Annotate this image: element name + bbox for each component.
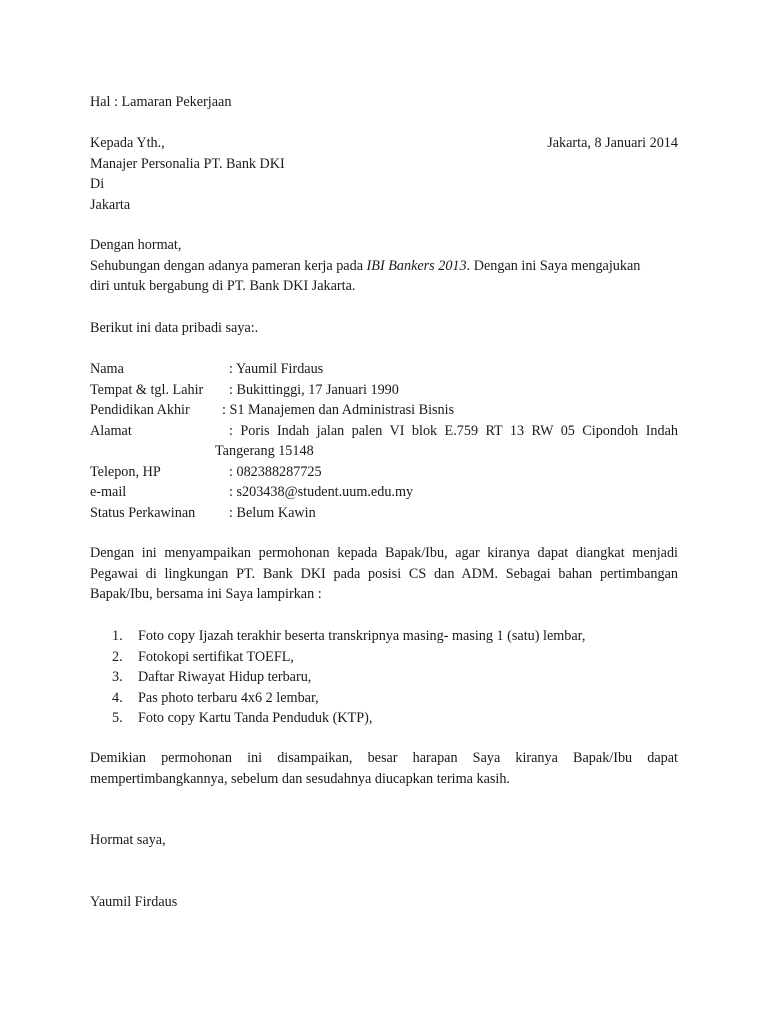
list-item [90, 708, 678, 729]
request-paragraph [90, 543, 678, 605]
field-row [90, 462, 678, 483]
request-line-1: Dengan ini menyampaikan permohonan kepada Bapak/Ibu, agar kiranya dapat diangkat menjadi [90, 545, 678, 561]
field-value: : S1 Manajemen dan Administrasi Bisnis [222, 402, 455, 418]
field-label: Pendidikan Akhir [90, 402, 190, 418]
list-number: 3. [112, 669, 123, 685]
request-line-2: Pegawai di lingkungan PT. Bank DKI pada posisi CS dan ADM. Sebagai bahan pertimbangan [90, 565, 678, 582]
signoff: Hormat saya, [90, 832, 166, 848]
signature-block [90, 892, 678, 913]
letter-date: Jakarta, 8 Januari 2014 [547, 135, 678, 151]
field-row [90, 421, 678, 442]
list-item [90, 667, 678, 688]
intro-pre: Sehubungan dengan adanya pameran kerja pada [90, 257, 367, 274]
field-label: Nama [90, 361, 124, 377]
field-value: : Poris Indah jalan palen VI blok E.759 RT 13 RW 05 Cipondoh Indah [229, 422, 678, 439]
closing-line-1: Demikian permohonan ini disampaikan, besar harapan Saya kiranya Bapak/Ibu dapat [90, 750, 678, 766]
intro-post: . Dengan ini Saya mengajukan [466, 257, 641, 274]
field-label: Telepon, HP [90, 463, 161, 480]
attachments-list [90, 626, 678, 729]
recipient-city: Jakarta [90, 196, 131, 213]
subject-line: Hal : Lamaran Pekerjaan [90, 94, 232, 110]
intro-block [90, 235, 678, 297]
recipient-name: Manajer Personalia PT. Bank DKI [90, 155, 285, 172]
salutation: Dengan hormat, [90, 237, 182, 253]
list-text: Pas photo terbaru 4x6 2 lembar, [138, 689, 319, 706]
field-value: : Belum Kawin [229, 504, 316, 521]
field-row [90, 503, 678, 524]
list-number: 5. [112, 710, 123, 726]
field-row [90, 482, 678, 503]
closing-line-2: mempertimbangkannya, sebelum dan sesudahnya diucapkan terima kasih. [90, 770, 510, 787]
list-number: 2. [112, 648, 123, 665]
list-item [90, 647, 678, 668]
field-label: Alamat [90, 422, 132, 439]
field-label: Tempat & tgl. Lahir [90, 381, 204, 398]
intro-line-1 [90, 256, 678, 277]
field-row [90, 380, 678, 401]
recipient-greeting: Kepada Yth., [90, 135, 165, 151]
field-row [90, 359, 678, 380]
personal-data-table [90, 359, 678, 523]
list-text: Fotokopi sertifikat TOEFL, [138, 648, 294, 665]
field-value-continuation: Tangerang 15148 [215, 443, 314, 459]
field-row-continuation [90, 441, 678, 462]
request-line-3: Bapak/Ibu, bersama ini Saya lampirkan : [90, 586, 322, 602]
list-text: Foto copy Kartu Tanda Penduduk (KTP), [138, 710, 373, 726]
field-value: : Yaumil Firdaus [229, 361, 324, 377]
field-value: : Bukittinggi, 17 Januari 1990 [229, 381, 399, 398]
signoff-block [90, 830, 678, 851]
data-intro: Berikut ini data pribadi saya:. [90, 320, 259, 336]
recipient-at: Di [90, 176, 105, 192]
field-label: e-mail [90, 484, 127, 500]
field-value: : 082388287725 [229, 463, 322, 480]
data-intro-block [90, 318, 678, 339]
list-text: Foto copy Ijazah terakhir beserta transkripnya masing- masing 1 (satu) lembar, [138, 628, 586, 644]
list-number: 4. [112, 689, 123, 706]
intro-event: IBI Bankers 2013 [366, 257, 467, 274]
intro-line-2: diri untuk bergabung di PT. Bank DKI Jakarta. [90, 278, 356, 294]
subject-block [90, 92, 678, 113]
closing-paragraph [90, 748, 678, 789]
list-number: 1. [112, 628, 123, 644]
list-item [90, 626, 678, 647]
field-label: Status Perkawinan [90, 504, 196, 521]
list-text: Daftar Riwayat Hidup terbaru, [138, 669, 312, 685]
field-row [90, 400, 678, 421]
recipient-block [90, 133, 678, 215]
signature-name: Yaumil Firdaus [90, 894, 178, 910]
field-value: : s203438@student.uum.edu.my [229, 484, 414, 500]
list-item [90, 688, 678, 709]
